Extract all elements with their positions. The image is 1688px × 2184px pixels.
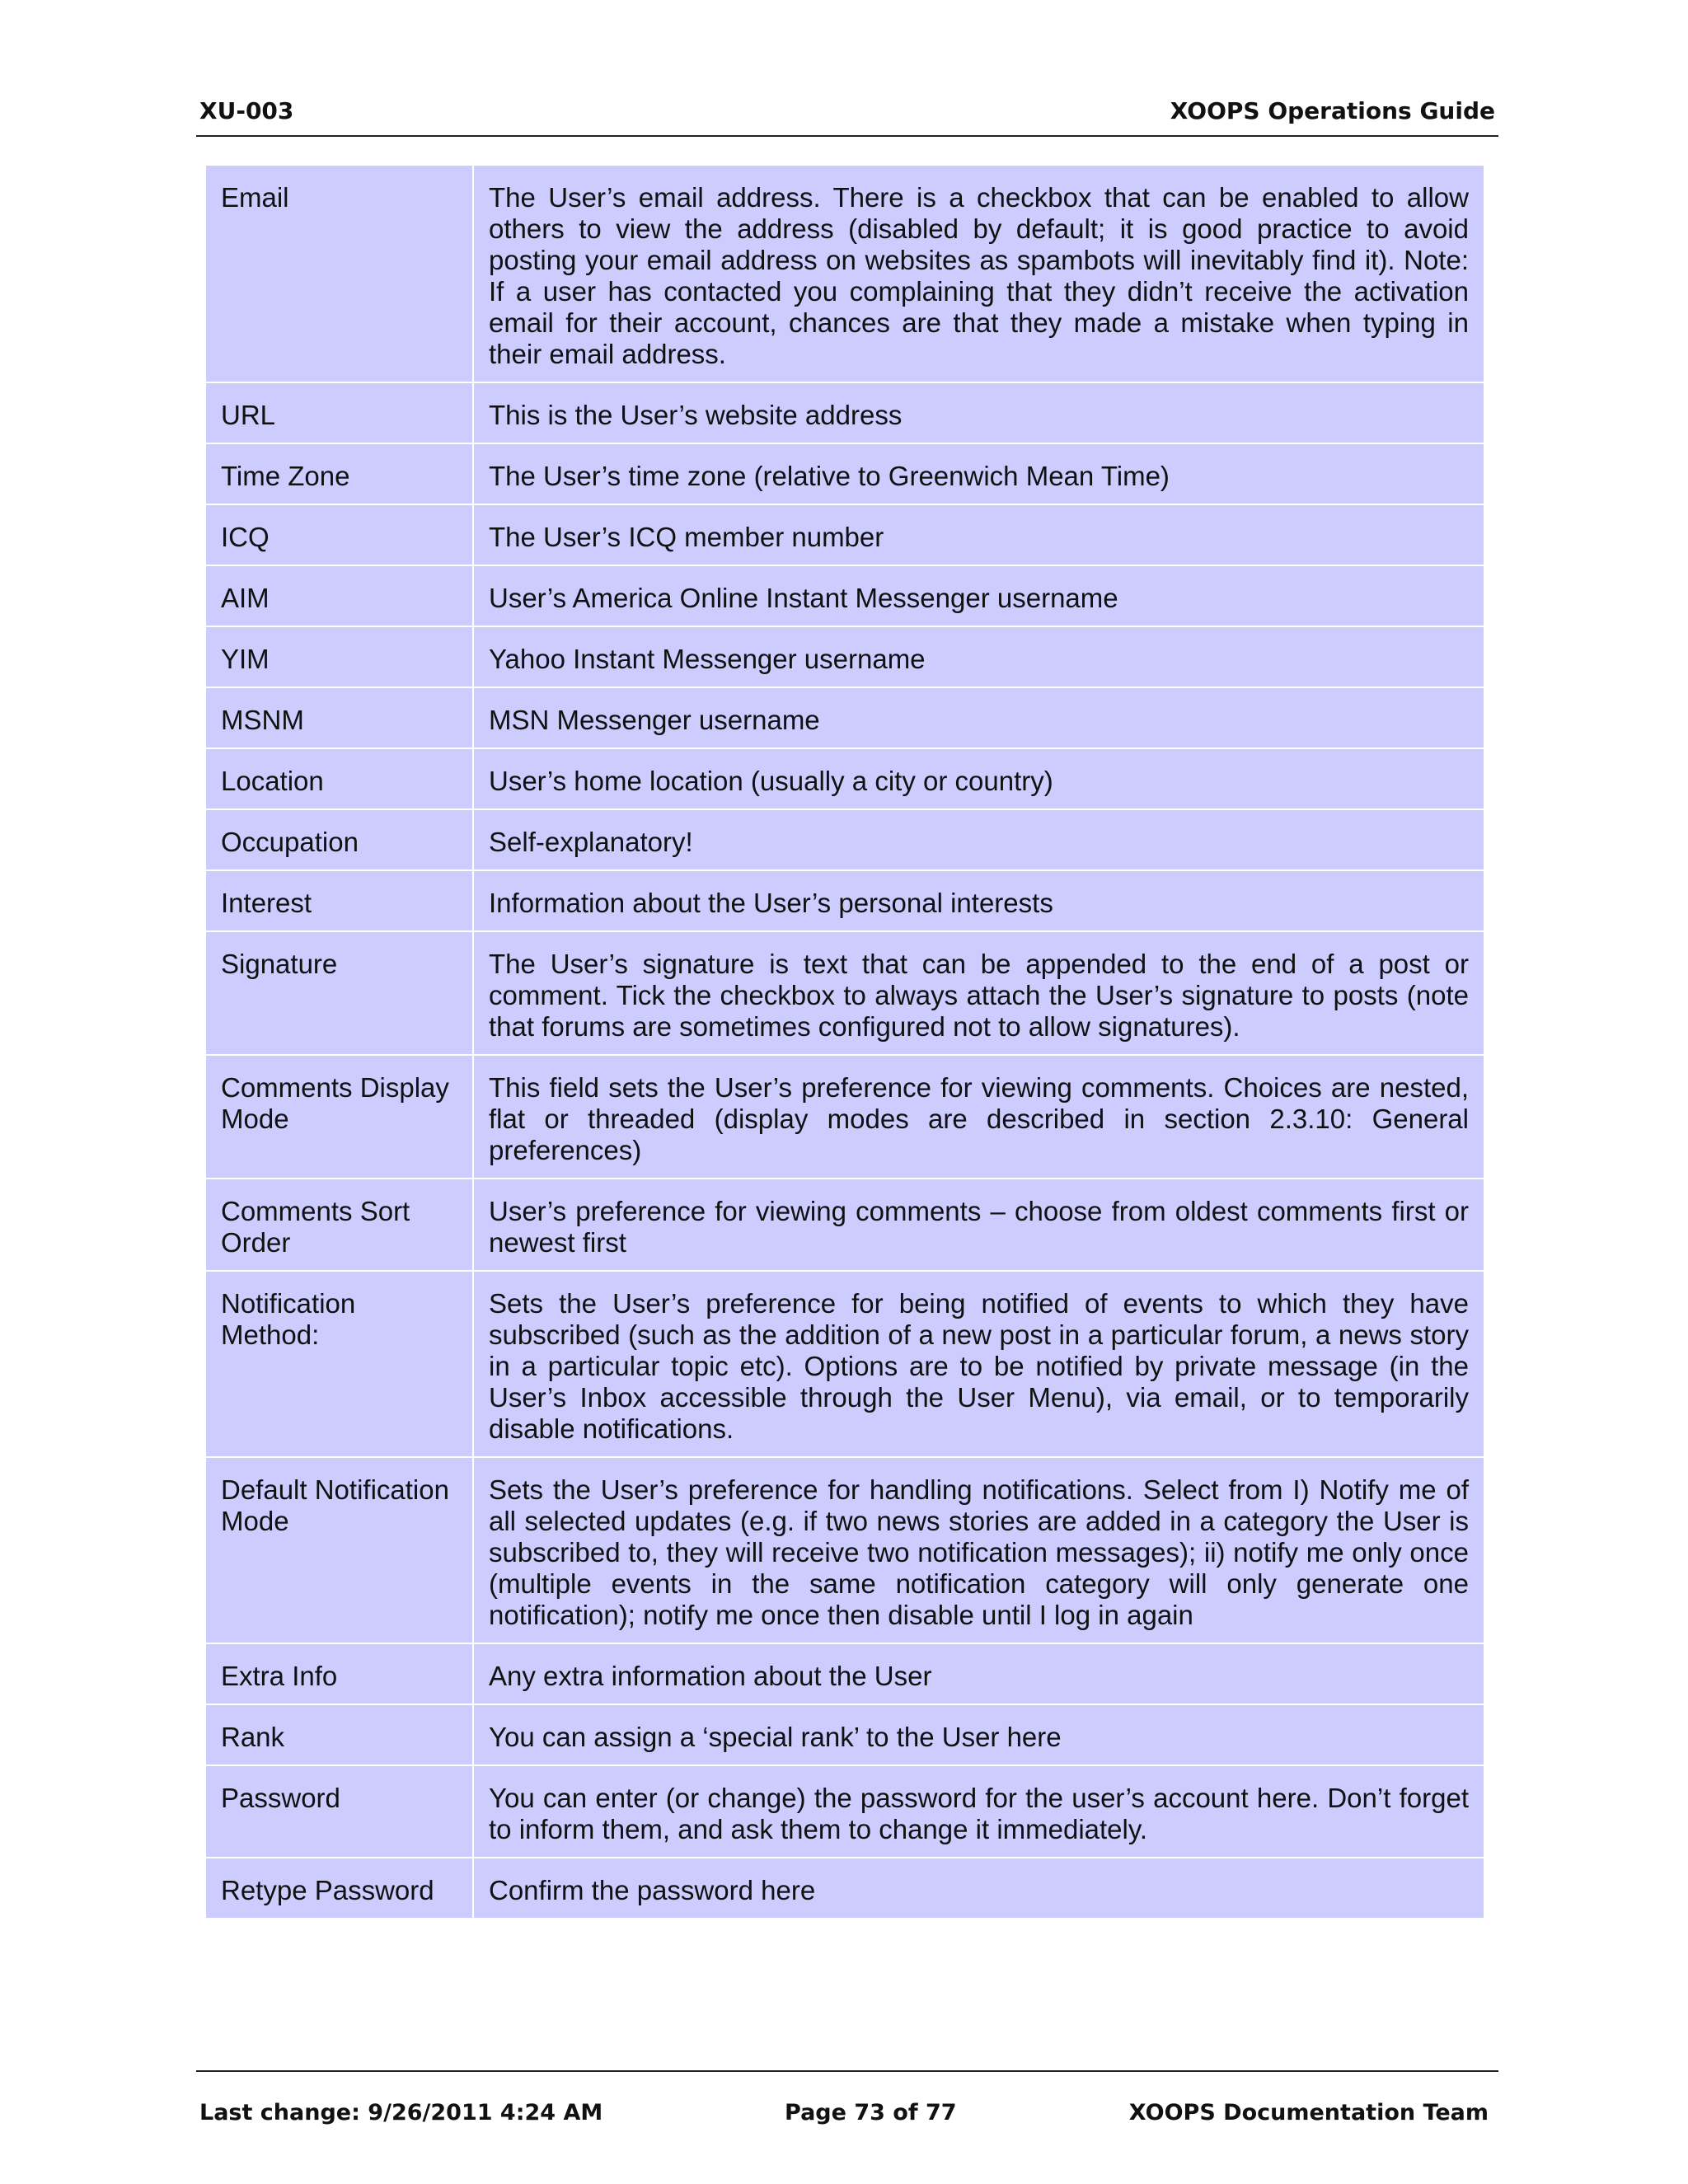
field-description: Confirm the password here bbox=[474, 1858, 1484, 1919]
field-description: The User’s email address. There is a checkbox that can be enabled to allow others to view the address (disabled by default; it is good practice to avoid posting your email address on websites as spambots will inevitably find it). Note: If a user has contacted you complaining that they didn’t receive the activation email for their account, chances are that they made a mistake when typing in their email address. bbox=[474, 166, 1484, 383]
field-description: User’s home location (usually a city or country) bbox=[474, 749, 1484, 810]
field-description: This field sets the User’s preference for viewing comments. Choices are nested, flat or threaded (display modes are described in section 2.3.10: General preferences) bbox=[474, 1056, 1484, 1179]
last-change-text: Last change: 9/26/2011 4:24 AM bbox=[199, 2100, 603, 2125]
table-row bbox=[206, 749, 1484, 810]
field-description: This is the User’s website address bbox=[474, 383, 1484, 444]
table-body bbox=[206, 166, 1484, 1919]
table-row bbox=[206, 383, 1484, 444]
field-name: MSNM bbox=[206, 688, 474, 749]
field-description: Self-explanatory! bbox=[474, 810, 1484, 871]
field-description: Information about the User’s personal interests bbox=[474, 871, 1484, 932]
field-name: Password bbox=[206, 1766, 474, 1858]
page-header bbox=[196, 92, 1498, 137]
table-row bbox=[206, 1272, 1484, 1458]
field-name: ICQ bbox=[206, 505, 474, 566]
field-name: URL bbox=[206, 383, 474, 444]
field-description: You can enter (or change) the password for the user’s account here. Don’t forget to inform them, and ask them to change it immediately. bbox=[474, 1766, 1484, 1858]
field-name: Comments Sort Order bbox=[206, 1179, 474, 1272]
table-row bbox=[206, 1705, 1484, 1766]
field-description: Any extra information about the User bbox=[474, 1644, 1484, 1705]
page-number: Page 73 of 77 bbox=[785, 2100, 957, 2125]
table-row bbox=[206, 1056, 1484, 1179]
table-row bbox=[206, 1458, 1484, 1644]
user-fields-table bbox=[206, 166, 1484, 1919]
table-row bbox=[206, 810, 1484, 871]
table-row bbox=[206, 688, 1484, 749]
field-name: Extra Info bbox=[206, 1644, 474, 1705]
field-name: Default Notification Mode bbox=[206, 1458, 474, 1644]
table-row bbox=[206, 1766, 1484, 1858]
field-description: Sets the User’s preference for handling notifications. Select from I) Notify me of all selected updates (e.g. if two news stories are added in a category the User is subscribed to, they will receive two notification messages); ii) notify me only once (multiple events in the same notification category will only generate one notification); notify me once then disable until I log in again bbox=[474, 1458, 1484, 1644]
field-description: The User’s time zone (relative to Greenwich Mean Time) bbox=[474, 444, 1484, 505]
field-name: Comments Display Mode bbox=[206, 1056, 474, 1179]
field-description: Sets the User’s preference for being notified of events to which they have subscribed (such as the addition of a new post in a particular forum, a news story in a particular topic etc). Options are to be notified by private message (in the User’s Inbox accessible through the User Menu), via email, or to temporarily disable notifications. bbox=[474, 1272, 1484, 1458]
field-description: You can assign a ‘special rank’ to the User here bbox=[474, 1705, 1484, 1766]
field-name: Occupation bbox=[206, 810, 474, 871]
document-id: XU-003 bbox=[199, 97, 294, 124]
field-description: User’s preference for viewing comments – choose from oldest comments first or newest first bbox=[474, 1179, 1484, 1272]
field-name: Location bbox=[206, 749, 474, 810]
table-row bbox=[206, 1644, 1484, 1705]
field-name: AIM bbox=[206, 566, 474, 627]
field-description: The User’s signature is text that can be appended to the end of a post or comment. Tick the checkbox to always attach the User’s signature to posts (note that forums are sometimes configured not to allow signatures). bbox=[474, 932, 1484, 1056]
table-row bbox=[206, 1858, 1484, 1919]
field-name: Interest bbox=[206, 871, 474, 932]
table-row bbox=[206, 444, 1484, 505]
field-name: Rank bbox=[206, 1705, 474, 1766]
field-description: The User’s ICQ member number bbox=[474, 505, 1484, 566]
field-name: Time Zone bbox=[206, 444, 474, 505]
field-name: Signature bbox=[206, 932, 474, 1056]
document-title: XOOPS Operations Guide bbox=[1170, 97, 1495, 124]
field-name: Retype Password bbox=[206, 1858, 474, 1919]
field-name: Notification Method: bbox=[206, 1272, 474, 1458]
table-row bbox=[206, 166, 1484, 383]
table-row bbox=[206, 932, 1484, 1056]
field-name: Email bbox=[206, 166, 474, 383]
table-row bbox=[206, 1179, 1484, 1272]
table-row bbox=[206, 566, 1484, 627]
field-description: MSN Messenger username bbox=[474, 688, 1484, 749]
field-description: User’s America Online Instant Messenger username bbox=[474, 566, 1484, 627]
documentation-team: XOOPS Documentation Team bbox=[1128, 2100, 1489, 2125]
field-description: Yahoo Instant Messenger username bbox=[474, 627, 1484, 688]
table-row bbox=[206, 505, 1484, 566]
field-name: YIM bbox=[206, 627, 474, 688]
page-footer bbox=[196, 2070, 1498, 2125]
table-row bbox=[206, 871, 1484, 932]
table-row bbox=[206, 627, 1484, 688]
